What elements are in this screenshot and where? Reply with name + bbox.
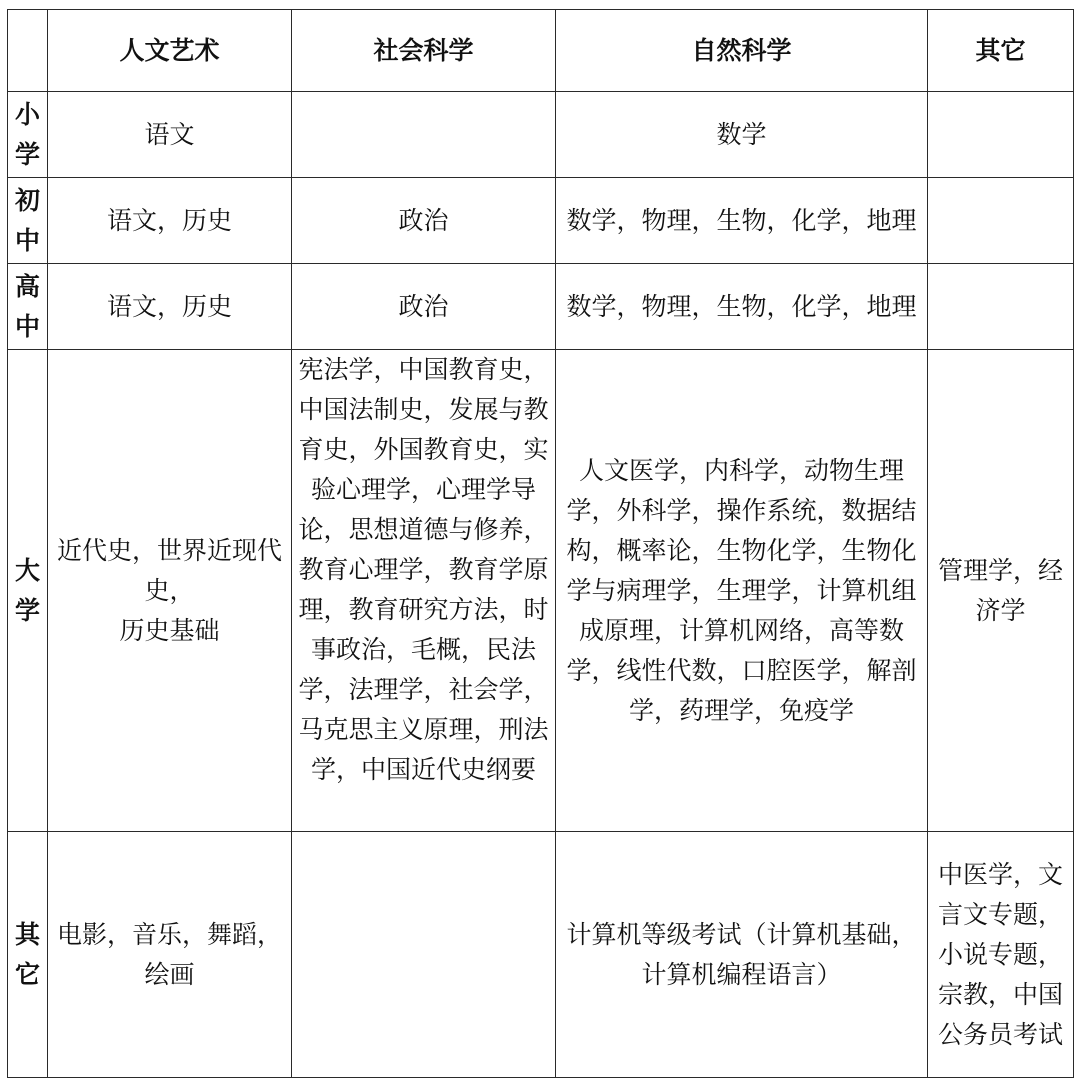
cell-primary-natural-science: 数学 [556, 92, 928, 178]
cell-other-social-science [292, 832, 556, 1078]
column-header-social-science: 社会科学 [292, 10, 556, 92]
row-header-primary: 小学 [8, 92, 48, 178]
cell-other-other: 中医学，文言文专题，小说专题，宗教，中国公务员考试 [928, 832, 1074, 1078]
table-row-other [8, 832, 1074, 1078]
cell-other-natural-science: 计算机等级考试（计算机基础，计算机编程语言） [556, 832, 928, 1078]
cell-primary-social-science [292, 92, 556, 178]
cell-senior-natural-science: 数学，物理，生物，化学，地理 [556, 264, 928, 350]
cell-senior-other [928, 264, 1074, 350]
cell-university-natural-science: 人文医学，内科学，动物生理学，外科学，操作系统，数据结构，概率论，生物化学，生物化学与病理学，生理学，计算机组成原理，计算机网络，高等数学，线性代数，口腔医学，解剖学，药理学，免疫学 [556, 350, 928, 832]
row-header-other: 其它 [8, 832, 48, 1078]
table-row-primary [8, 92, 1074, 178]
cell-junior-natural-science: 数学，物理，生物，化学，地理 [556, 178, 928, 264]
table-row-junior-high [8, 178, 1074, 264]
table-row-senior-high [8, 264, 1074, 350]
row-header-junior-high: 初中 [8, 178, 48, 264]
cell-junior-social-science: 政治 [292, 178, 556, 264]
column-header-humanities: 人文艺术 [48, 10, 292, 92]
cell-senior-social-science: 政治 [292, 264, 556, 350]
row-header-senior-high: 高中 [8, 264, 48, 350]
cell-junior-humanities: 语文，历史 [48, 178, 292, 264]
row-header-university: 大学 [8, 350, 48, 832]
cell-primary-other [928, 92, 1074, 178]
column-header-natural-science: 自然科学 [556, 10, 928, 92]
cell-other-humanities: 电影，音乐，舞蹈，绘画 [48, 832, 292, 1078]
column-header-other: 其它 [928, 10, 1074, 92]
cell-primary-humanities: 语文 [48, 92, 292, 178]
cell-junior-other [928, 178, 1074, 264]
subject-table [7, 9, 1074, 1078]
table-row-university [8, 350, 1074, 832]
corner-cell [8, 10, 48, 92]
cell-university-humanities: 近代史，世界近现代史， 历史基础 [48, 350, 292, 832]
cell-senior-humanities: 语文，历史 [48, 264, 292, 350]
cell-university-other: 管理学，经济学 [928, 350, 1074, 832]
header-row [8, 10, 1074, 92]
cell-university-social-science: 宪法学，中国教育史，中国法制史，发展与教育史，外国教育史，实验心理学，心理学导论，思想道德与修养，教育心理学，教育学原理，教育研究方法，时事政治，毛概，民法学，法理学，社会学，马克思主义原理，刑法学，中国近代史纲要 [292, 350, 556, 832]
